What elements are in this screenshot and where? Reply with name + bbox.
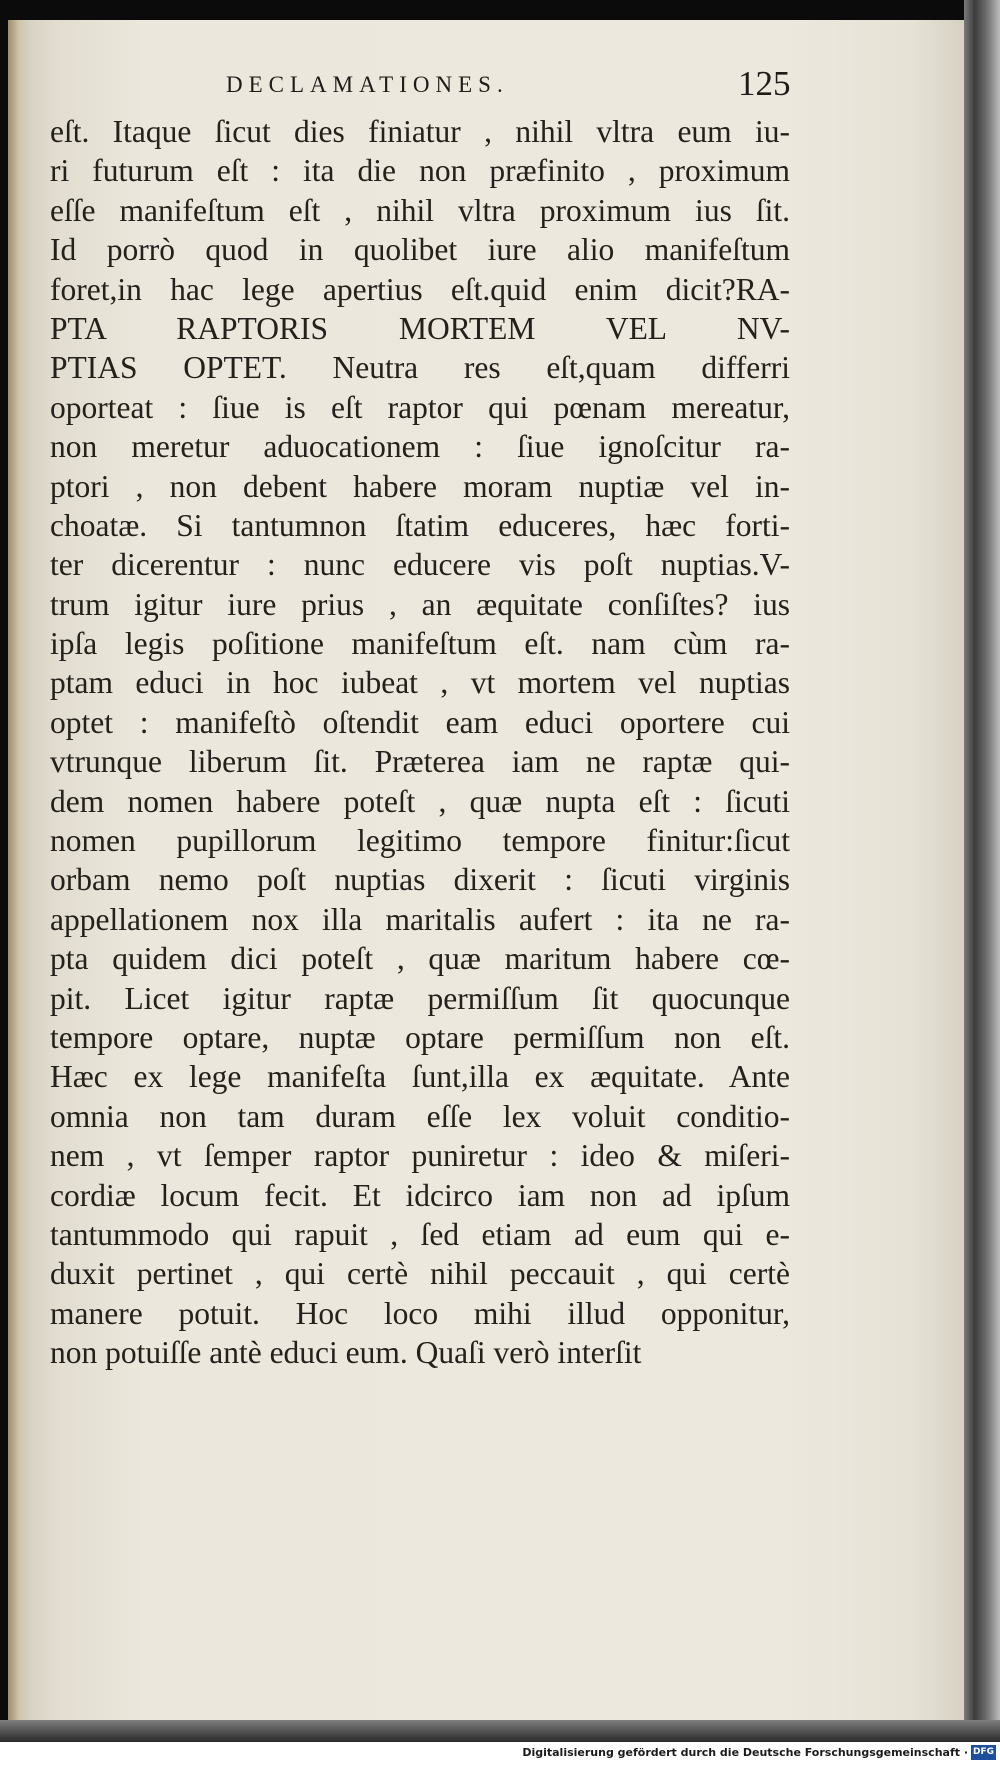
text-line: oporteat : ſiue is eſt raptor qui pœnam mereatur, <box>50 389 790 425</box>
dfg-logo-icon: DFG <box>971 1745 996 1760</box>
text-line: PTA RAPTORIS MORTEM VEL NV- <box>50 310 790 346</box>
page-edge-right <box>964 0 1000 1742</box>
text-line: pit. Licet igitur raptæ permiſſum ſit quocunque <box>50 980 790 1016</box>
running-head <box>50 64 791 108</box>
text-line: trum igitur iure prius , an æquitate conſiſtes? ius <box>50 586 790 622</box>
text-line: choatæ. Si tantumnon ſtatim educeres, hæc forti- <box>50 507 790 543</box>
digitization-footer <box>0 1742 1000 1765</box>
text-line: ri futurum eſt : ita die non præfinito , proximum <box>50 153 790 189</box>
text-line: nomen pupillorum legitimo tempore finitur:ſicut <box>50 823 790 859</box>
text-line: non meretur aduocationem : ſiue ignoſcitur ra- <box>50 429 790 465</box>
page-number: 125 <box>738 64 791 103</box>
text-line: orbam nemo poſt nuptias dixerit : ſicuti virginis <box>50 862 790 898</box>
running-head-title: DECLAMATIONES. <box>226 72 509 97</box>
text-line: tempore optare, nuptæ optare permiſſum non eſt. <box>50 1019 790 1055</box>
text-line: omnia non tam duram eſſe lex voluit conditio- <box>50 1098 790 1134</box>
text-line: eſſe manifeſtum eſt , nihil vltra proximum ius ſit. <box>50 192 790 228</box>
text-line: foret,in hac lege apertius eſt.quid enim dicit?RA- <box>50 271 790 307</box>
text-line: ptam educi in hoc iubeat , vt mortem vel nuptias <box>50 665 790 701</box>
text-line: ptori , non debent habere moram nuptiæ vel in- <box>50 468 790 504</box>
text-line: vtrunque liberum ſit. Præterea iam ne raptæ qui- <box>50 744 790 780</box>
text-line: ter dicerentur : nunc educere vis poſt nuptias.V- <box>50 547 790 583</box>
text-line: eſt. Itaque ſicut dies finiatur , nihil vltra eum iu- <box>50 114 790 149</box>
text-line: cordiæ locum fecit. Et idcirco iam non ad ipſum <box>50 1177 790 1213</box>
text-line: optet : manifeſtò oſtendit eam educi oportere cui <box>50 704 790 740</box>
text-line: pta quidem dici poteſt , quæ maritum habere cœ- <box>50 941 790 977</box>
text-line: appellationem nox illa maritalis aufert : ita ne ra- <box>50 901 790 937</box>
text-line: Hæc ex lege manifeſta ſunt,illa ex æquitate. Ante <box>50 1059 790 1095</box>
text-line: ipſa legis poſitione manifeſtum eſt. nam cùm ra- <box>50 626 790 662</box>
text-line: non potuiſſe antè educi eum. Quaſi verò interſit <box>50 1335 642 1371</box>
funding-credit: Digitalisierung gefördert durch die Deutsche Forschungsgemeinschaft · <box>522 1746 968 1759</box>
text-line: Id porrò quod in quolibet iure alio manifeſtum <box>50 232 790 268</box>
text-line: nem , vt ſemper raptor puniretur : ideo & miſeri- <box>50 1138 790 1174</box>
text-line: tantummodo qui rapuit , ſed etiam ad eum qui e- <box>50 1216 790 1252</box>
text-line: duxit pertinet , qui certè nihil peccauit , qui certè <box>50 1256 790 1292</box>
text-line: manere potuit. Hoc loco mihi illud opponitur, <box>50 1295 790 1331</box>
page-edge-bottom <box>0 1720 1000 1742</box>
text-line: PTIAS OPTET. Neutra res eſt,quam differri <box>50 350 790 386</box>
body-text <box>50 112 790 1373</box>
spine-shadow <box>8 20 30 1720</box>
text-line: dem nomen habere poteſt , quæ nupta eſt : ſicuti <box>50 783 790 819</box>
